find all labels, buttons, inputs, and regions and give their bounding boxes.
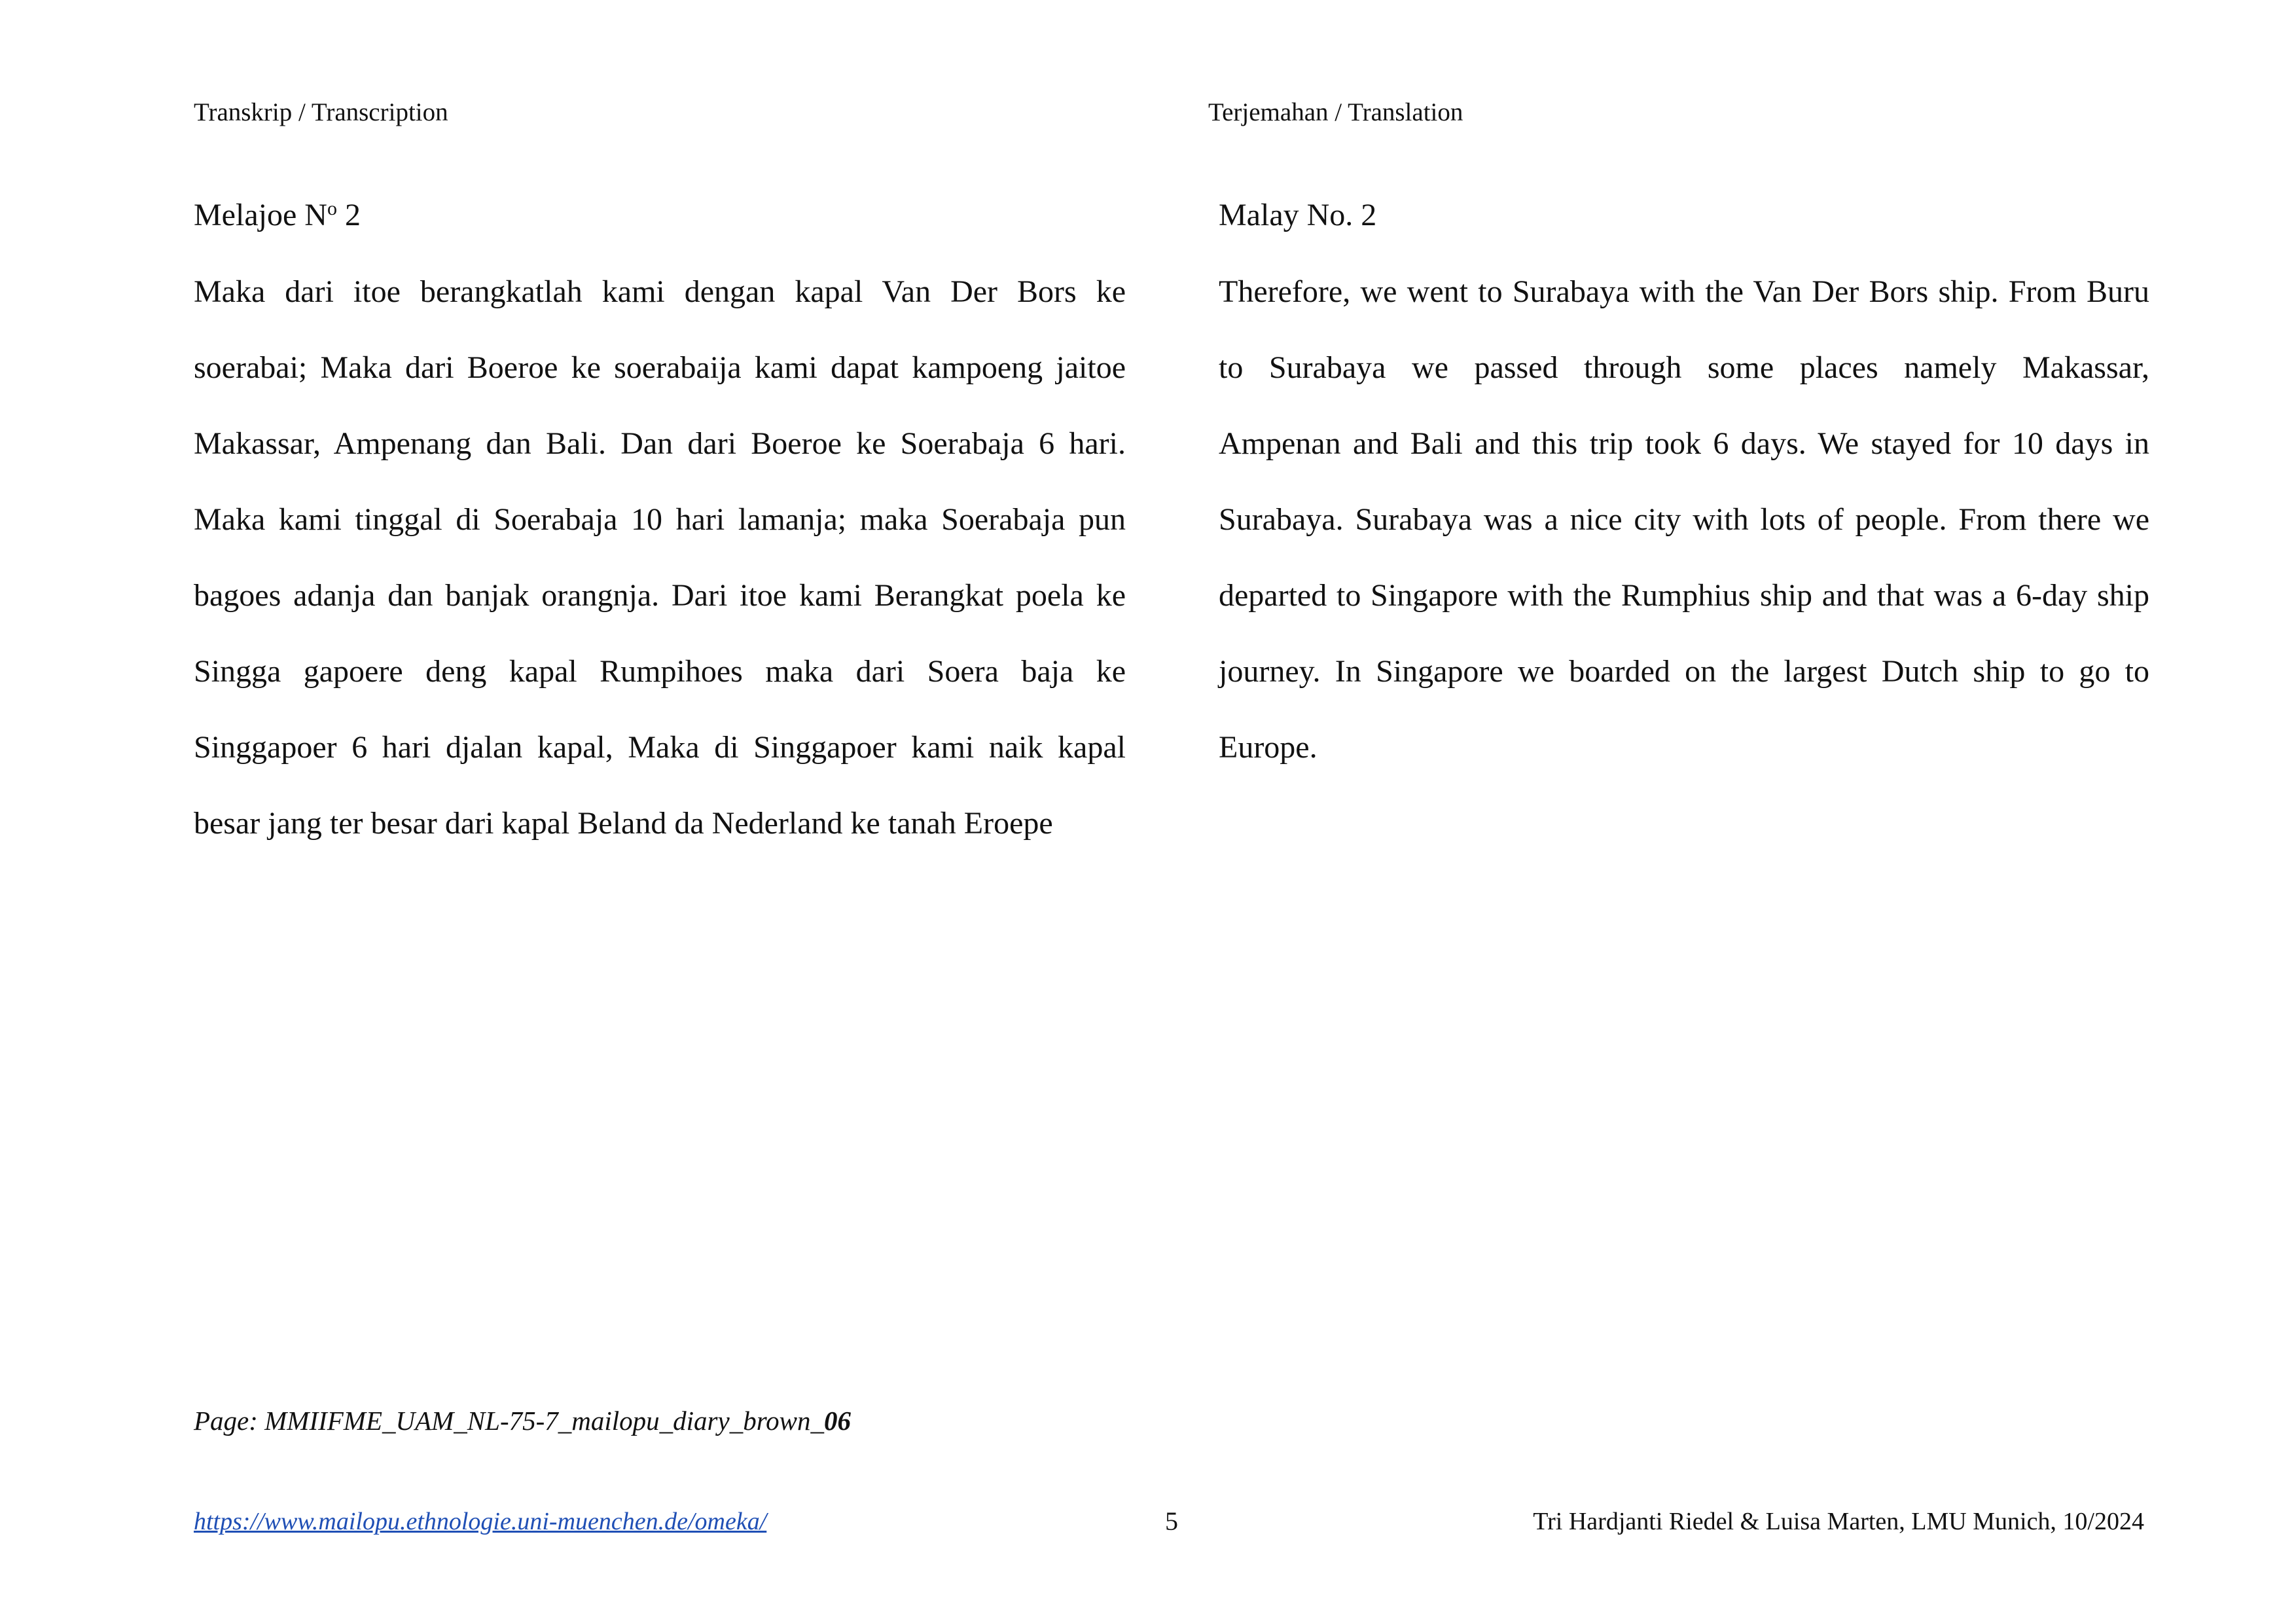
footer-credit: Tri Hardjanti Riedel & Luisa Marten, LMU Munich, 10/2024 [1533, 1508, 2144, 1535]
transcription-line: besar jang ter besar dari kapal Beland da Nederland ke tanah Eroepe [194, 806, 1053, 841]
footer-page-number: 5 [1165, 1506, 1178, 1536]
translation-line: Ampenan and Bali and this trip took 6 days. We stayed for 10 days in [1219, 426, 2149, 461]
transcription-line: Makassar, Ampenang dan Bali. Dan dari Boeroe ke Soerabaja 6 hari. [194, 426, 1126, 461]
page-reference-prefix: Page: MMIIFME_UAM_NL-75-7_mailopu_diary_brown_ [194, 1406, 824, 1436]
transcription-line: soerabai; Maka dari Boeroe ke soerabaija kami dapat kampoeng jaitoe [194, 350, 1126, 385]
translation-line: Therefore, we went to Surabaya with the Van Der Bors ship. From Buru [1219, 274, 2149, 309]
translation-line: Europe. [1219, 730, 1318, 765]
page-reference [194, 1404, 851, 1438]
transcription-line: Maka kami tinggal di Soerabaja 10 hari lamanja; maka Soerabaja pun [194, 502, 1126, 537]
transcription-title-suffix: 2 [336, 198, 361, 232]
page-reference-number: 06 [823, 1406, 851, 1436]
translation-column-header: Terjemahan / Translation [1208, 98, 1463, 126]
transcription-line: Singgapoer 6 hari djalan kapal, Maka di Singgapoer kami naik kapal [194, 730, 1126, 765]
transcription-title-prefix: Melajoe N [194, 198, 327, 232]
transcription-title-superscript: o [327, 198, 337, 219]
transcription-text [194, 254, 1126, 862]
transcription-column-header: Transkrip / Transcription [194, 98, 448, 126]
footer-link[interactable]: https://www.mailopu.ethnologie.uni-muenchen.de/omeka/ [194, 1508, 767, 1535]
translation-line: journey. In Singapore we boarded on the largest Dutch ship to go to [1219, 654, 2149, 689]
translation-line: Surabaya. Surabaya was a nice city with lots of people. From there we [1219, 502, 2149, 537]
transcription-column [194, 192, 1126, 862]
translation-line: departed to Singapore with the Rumphius ship and that was a 6-day ship [1219, 578, 2149, 613]
translation-line: to Surabaya we passed through some places namely Makassar, [1219, 350, 2149, 385]
transcription-line: bagoes adanja dan banjak orangnja. Dari itoe kami Berangkat poela ke [194, 578, 1126, 613]
translation-title: Malay No. 2 [1219, 198, 1377, 232]
transcription-line: Singga gapoere deng kapal Rumpihoes maka dari Soera baja ke [194, 654, 1126, 689]
translation-text [1219, 254, 2149, 786]
transcription-line: Maka dari itoe berangkatlah kami dengan kapal Van Der Bors ke [194, 274, 1126, 309]
translation-column [1219, 192, 2149, 786]
transcription-title [194, 192, 1126, 238]
